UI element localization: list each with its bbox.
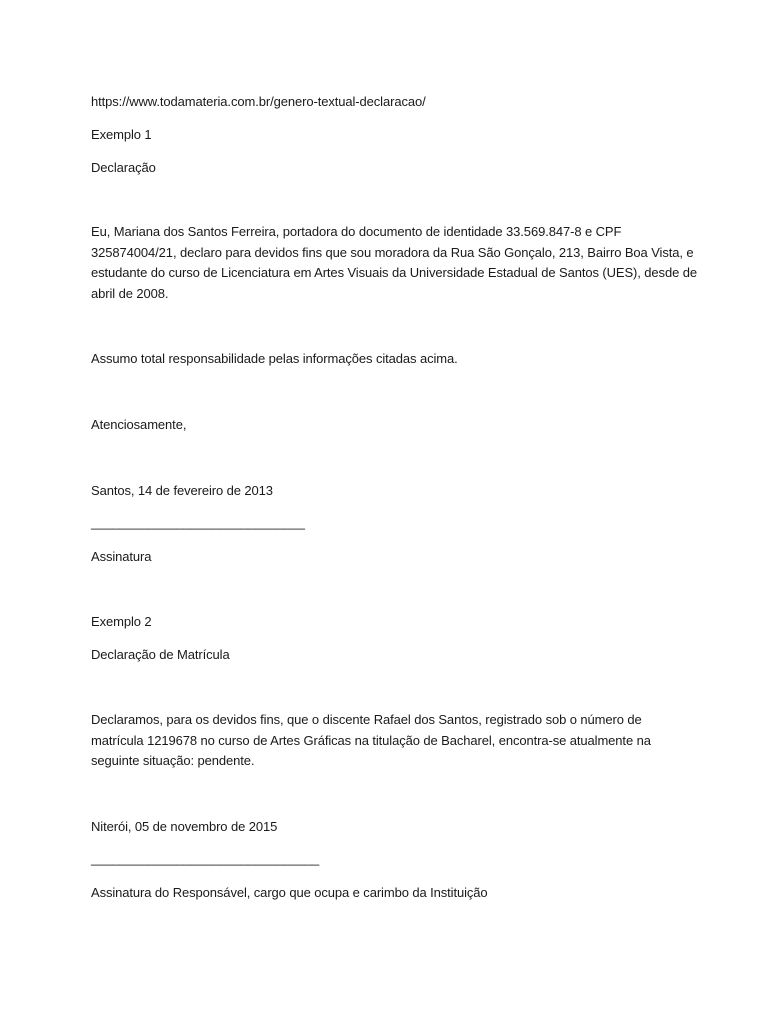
example-1-title: Declaração (91, 160, 156, 175)
example-2-signature-line: ________________________________ (91, 851, 320, 866)
example-2-place-date: Niterói, 05 de novembro de 2015 (91, 819, 278, 834)
example-1-signature-label: Assinatura (91, 549, 152, 564)
example-1-body-line: estudante do curso de Licenciatura em Artes Visuais da Universidade Estadual de Santos (UES), desde de (91, 265, 697, 280)
example-1-signature-line: ______________________________ (91, 515, 305, 530)
example-1-place-date: Santos, 14 de fevereiro de 2013 (91, 483, 273, 498)
example-1-body (91, 222, 697, 304)
example-1-closing: Atenciosamente, (91, 417, 187, 432)
source-url[interactable]: https://www.todamateria.com.br/genero-textual-declaracao/ (91, 94, 426, 109)
example-1-body-line: 325874004/21, declaro para devidos fins que sou moradora da Rua São Gonçalo, 213, Bairro Boa Vista, e (91, 244, 694, 260)
example-2-body-line: Declaramos, para os devidos fins, que o discente Rafael dos Santos, registrado sob o número de (91, 712, 642, 727)
example-2-body-line: matrícula 1219678 no curso de Artes Gráficas na titulação de Bacharel, encontra-se atualmente na (91, 732, 651, 748)
example-2-heading: Exemplo 2 (91, 614, 152, 629)
example-1-responsibility: Assumo total responsabilidade pelas informações citadas acima. (91, 351, 458, 366)
example-2-body (91, 710, 686, 772)
example-2-body-line: seguinte situação: pendente. (91, 753, 255, 768)
example-2-title: Declaração de Matrícula (91, 647, 230, 662)
example-1-body-line: Eu, Mariana dos Santos Ferreira, portadora do documento de identidade 33.569.847-8 e CPF (91, 224, 622, 239)
example-2-signature-label: Assinatura do Responsável, cargo que ocupa e carimbo da Instituição (91, 885, 488, 900)
example-1-body-line: abril de 2008. (91, 285, 169, 301)
example-1-heading: Exemplo 1 (91, 127, 152, 142)
